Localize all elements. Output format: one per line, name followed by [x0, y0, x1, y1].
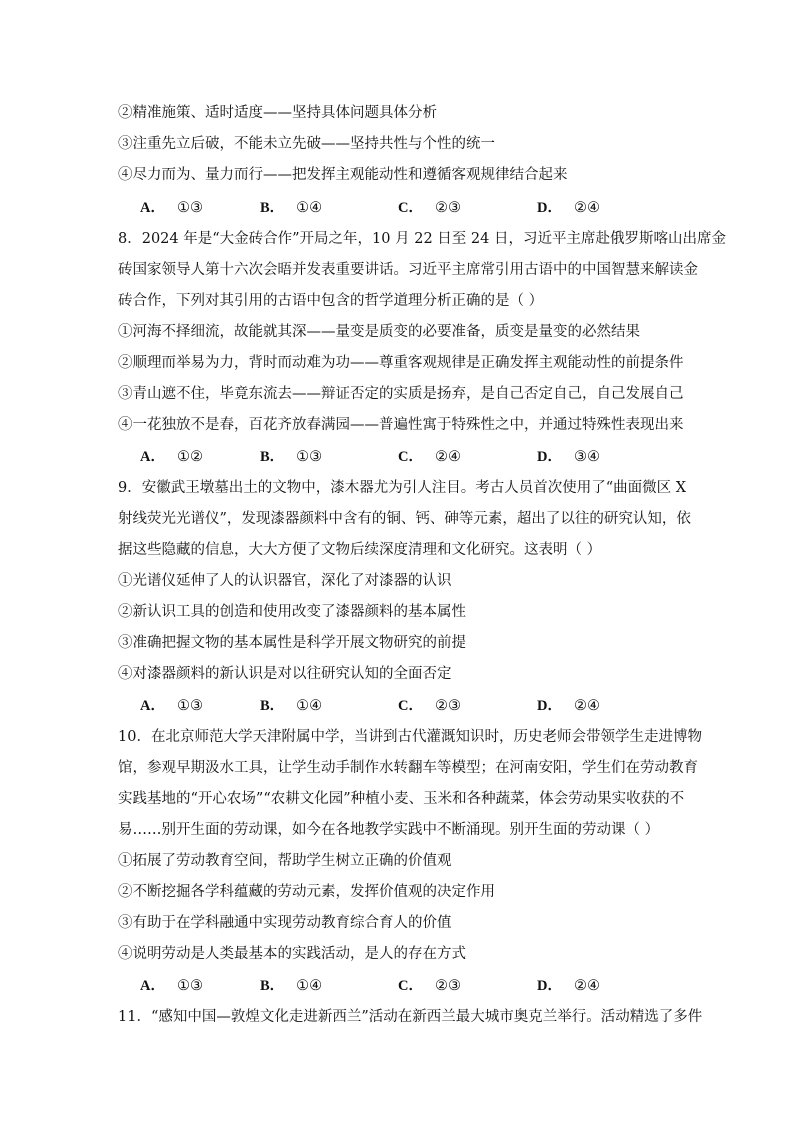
q8-options — [140, 447, 660, 467]
q8-stem-line: 砖国家领导人第十六次会晤并发表重要讲话。习近平主席常引用古语中的中国智慧来解读金 — [118, 262, 698, 278]
q7-item-2: ②精准施策、适时适度——坚持具体问题具体分析 — [118, 105, 437, 121]
q7-option-d: D． ②④ — [537, 200, 600, 216]
q9-options — [140, 696, 660, 716]
q10-item-4: ④说明劳动是人类最基本的实践活动，是人的存在方式 — [118, 946, 466, 962]
q10-stem-line: 易……别开生面的劳动课，如今在各地教学实践中不断涌现。别开生面的劳动课（ ） — [118, 822, 660, 838]
q8-item-2: ②顺理而举易为力，背时而动难为功——尊重客观规律是正确发挥主观能动性的前提条件 — [118, 355, 684, 371]
q7-item-4: ④尽力而为、量力而行——把发挥主观能动性和遵循客观规律结合起来 — [118, 167, 568, 183]
q7-option-c: C． ②③ — [398, 200, 461, 216]
q8-option-d: D． ③④ — [537, 449, 600, 465]
q7-option-b: B． ①④ — [260, 200, 323, 216]
q8-option-a: A． ①② — [140, 449, 203, 465]
q10-stem-line: 10．在北京师范大学天津附属中学，当讲到古代灌溉知识时，历史老师会带领学生走进博物 — [118, 729, 702, 745]
q10-option-d: D． ②④ — [537, 978, 600, 994]
q9-option-a: A． ①③ — [140, 698, 203, 714]
q9-item-3: ③准确把握文物的基本属性是科学开展文物研究的前提 — [118, 635, 466, 651]
q10-option-a: A． ①③ — [140, 978, 203, 994]
q8-option-c: C． ②④ — [398, 449, 461, 465]
q8-stem-line: 8．2024 年是“大金砖合作”开局之年，10 月 22 日至 24 日，习近平主席赴俄罗斯喀山出席金 — [118, 231, 726, 247]
q10-item-1: ①拓展了劳动教育空间，帮助学生树立正确的价值观 — [118, 853, 452, 869]
q9-option-d: D． ②④ — [537, 698, 600, 714]
q10-option-c: C． ②③ — [398, 978, 461, 994]
q8-item-1: ①河海不择细流，故能就其深——量变是质变的必要准备，质变是量变的必然结果 — [118, 324, 640, 340]
q9-option-b: B． ①④ — [260, 698, 323, 714]
q7-options — [140, 198, 660, 218]
q10-options — [140, 976, 660, 996]
q9-stem-line: 据这些隐藏的信息，大大方便了文物后续深度清理和文化研究。这表明（ ） — [118, 542, 602, 558]
q10-stem-line: 馆，参观早期汲水工具，让学生动手制作水转翻车等模型；在河南安阳，学生们在劳动教育 — [118, 760, 698, 776]
q9-item-4: ④对漆器颜料的新认识是对以往研究认知的全面否定 — [118, 666, 452, 682]
q10-option-b: B． ①④ — [260, 978, 323, 994]
q7-item-3: ③注重先立后破，不能未立先破——坚持共性与个性的统一 — [118, 136, 495, 152]
q8-stem-line: 砖合作，下列对其引用的古语中包含的哲学道理分析正确的是（ ） — [118, 293, 544, 309]
q8-item-4: ④一花独放不是春，百花齐放春满园——普遍性寓于特殊性之中，并通过特殊性表现出来 — [118, 417, 684, 433]
q7-option-a: A． ①③ — [140, 200, 203, 216]
q9-option-c: C． ②③ — [398, 698, 461, 714]
q10-item-3: ③有助于在学科融通中实现劳动教育综合育人的价值 — [118, 915, 452, 931]
q10-stem-line: 实践基地的“开心农场”“农耕文化园”种植小麦、玉米和各种蔬菜，体会劳动果实收获的不 — [118, 791, 685, 807]
q9-item-2: ②新认识工具的创造和使用改变了漆器颜料的基本属性 — [118, 604, 466, 620]
q8-item-3: ③青山遮不住，毕竟东流去——辩证否定的实质是扬弃，是自己否定自己，自己发展自己 — [118, 386, 684, 402]
q10-item-2: ②不断挖掘各学科蕴藏的劳动元素，发挥价值观的决定作用 — [118, 884, 495, 900]
q9-stem-line: 9．安徽武王墩墓出土的文物中，漆木器尤为引人注目。考古人员首次使用了“曲面微区 X — [118, 480, 687, 496]
q9-stem-line: 射线荧光光谱仪”，发现漆器颜料中含有的铜、钙、砷等元素，超出了以往的研究认知，依 — [118, 511, 691, 527]
q9-item-1: ①光谱仪延伸了人的认识器官，深化了对漆器的认识 — [118, 573, 452, 589]
q11-stem-line: 11．“感知中国—敦煌文化走进新西兰”活动在新西兰最大城市奥克兰举行。活动精选了多件 — [118, 1009, 703, 1025]
q8-option-b: B． ①③ — [260, 449, 323, 465]
